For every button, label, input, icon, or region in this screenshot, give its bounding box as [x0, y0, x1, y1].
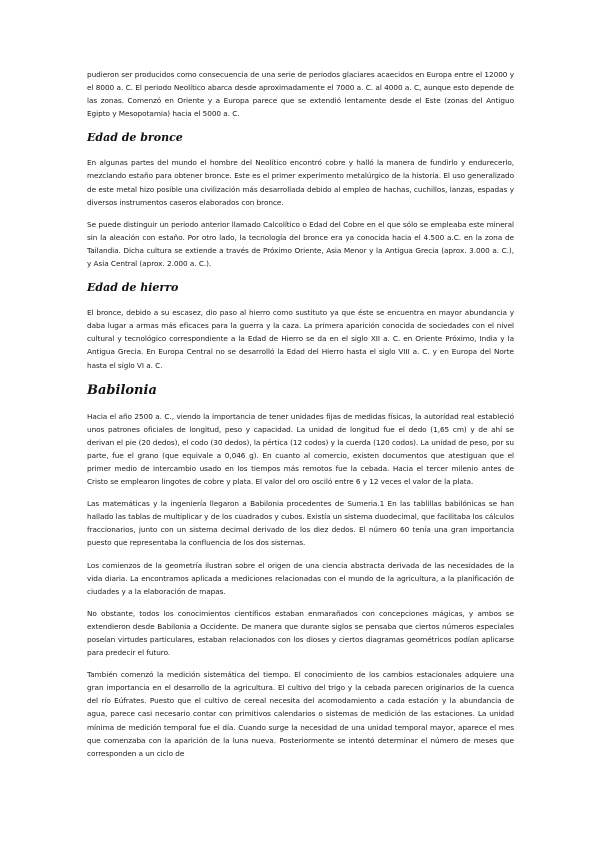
paragraph-babilonia-3: Los comienzos de la geometría ilustran sobre el origen de una ciencia abstracta derivada de las necesidades de la vida diaria. La encontramos aplicada a mediciones relacionadas con el mundo de la agricultura, a la planificación de ciudades y a la elaboración de mapas.: [87, 560, 514, 596]
paragraph-babilonia-1: Hacia el año 2500 a. C., viendo la importancia de tener unidades fijas de medidas físicas, la autoridad real estableció unos patrones oficiales de longitud, peso y capacidad. La unidad de longitud fue el dedo (1,65 cm) y de ahí se derivan el pie (20 dedos), el codo (30 dedos), la pértica (12 codos) y la cuerda (120 codos). La unidad de peso, por su parte, fue el grano (que equivale a 0,046 g). En cuanto al comercio, existen documentos que atestiguan que el primer medio de intercambio usado en los tiempos más remotos fue la cebada. Hacia el tercer milenio antes de Cristo se emplearon lingotes de cobre y plata. El valor del oro osciló entre 6 y 12 veces el valor de la plata.: [87, 411, 514, 487]
paragraph-bronce-1: En algunas partes del mundo el hombre del Neolítico encontró cobre y halló la manera de fundirlo y endurecerlo, mezclando estaño para obtener bronce. Este es el primer experimento metalúrgico de la historia. El uso generalizado de este metal hizo posible una civilización más desarrollada debido al empleo de hachas, cuchillos, lanzas, espadas y diversos instrumentos caseros elaborados con bronce.: [87, 158, 514, 207]
paragraph-babilonia-4: No obstante, todos los conocimientos científicos estaban enmarañados con concepciones mágicas, y ambos se extendieron desde Babilonia a Occidente. De manera que durante siglos se pensaba que ciertos números especiales poseían virtudes particulares, estaban relacionados con los dioses y ciertos diagramas geométricos podían aplicarse para predecir el futuro.: [87, 608, 514, 658]
paragraph-bronce-2: Se puede distinguir un periodo anterior llamado Calcolítico o Edad del Cobre en el que sólo se empleaba este mineral sin la aleación con estaño. Por otro lado, la tecnología del bronce era ya conocida hacia el 4.500 a.C. en la zona de Tailandia. Dicha cultura se extiende a través de Próximo Oriente, Asia Menor y la Antigua Grecia (aprox. 3.000 a. C.), y Asia Central (aprox. 2.000 a. C.).: [87, 219, 514, 269]
heading-edad-de-bronce: Edad de bronce: [87, 131, 183, 145]
heading-edad-de-hierro: Edad de hierro: [87, 281, 179, 295]
paragraph-babilonia-2: Las matemáticas y la ingeniería llegaron a Babilonia procedentes de Sumeria.1 En las tablillas babilónicas se han hallado las tablas de multiplicar y de los cuadrados y cubos. Existía un sistema duodecimal, que facilitaba los cálculos fraccionarios, junto con un sistema decimal derivado de los diez dedos. El número 60 tenía una gran importancia puesto que representaba la confluencia de los dos sistemas.: [87, 499, 514, 548]
paragraph-babilonia-5: También comenzó la medición sistemática del tiempo. El conocimiento de los cambios estacionales adquiere una gran importancia en el desarrollo de la agricultura. El cultivo del trigo y la cebada parecen originarios de la cuenca del río Eúfrates. Puesto que el cultivo de cereal necesita del acomodamiento a cada estación y la abundancia de agua, parece casi necesario contar con primitivos calendarios o sistemas de medición de las estaciones. La unidad mínima de medición temporal fue el día. Cuando surge la necesidad de una unidad temporal mayor, aparece el mes que comenzaba con la aparición de la luna nueva. Posteriormente se intentó determinar el número de meses que corresponden a un ciclo de: [87, 670, 514, 758]
heading-babilonia: Babilonia: [87, 382, 157, 398]
paragraph-intro: pudieron ser producidos como consecuencia de una serie de periodos glaciares acaecidos en Europa entre el 12000 y el 8000 a. C. El periodo Neolítico abarca desde aproximadamente el 7000 a. C. al 4000 a. C, aunque esto depende de las zonas. Comenzó en Oriente y a Europa parece que se extendió lentamente desde el Este (zonas del Antiguo Egipto y Mesopotamia) hacia el 5000 a. C.: [87, 70, 514, 119]
paragraph-hierro: El bronce, debido a su escasez, dio paso al hierro como sustituto ya que éste se encuentra en mayor abundancia y daba lugar a armas más eficaces para la guerra y la caza. La primera aparición conocida de sociedades con el nivel cultural y tecnológico correspondiente a la Edad de Hierro se da en el siglo XII a. C. en Oriente Próximo, India y la Antigua Grecia. En Europa Central no se desarrolló la Edad del Hierro hasta el siglo VIII a. C. y en Europa del Norte hasta el siglo VI a. C.: [87, 308, 514, 370]
document-page: [87, 68, 514, 760]
